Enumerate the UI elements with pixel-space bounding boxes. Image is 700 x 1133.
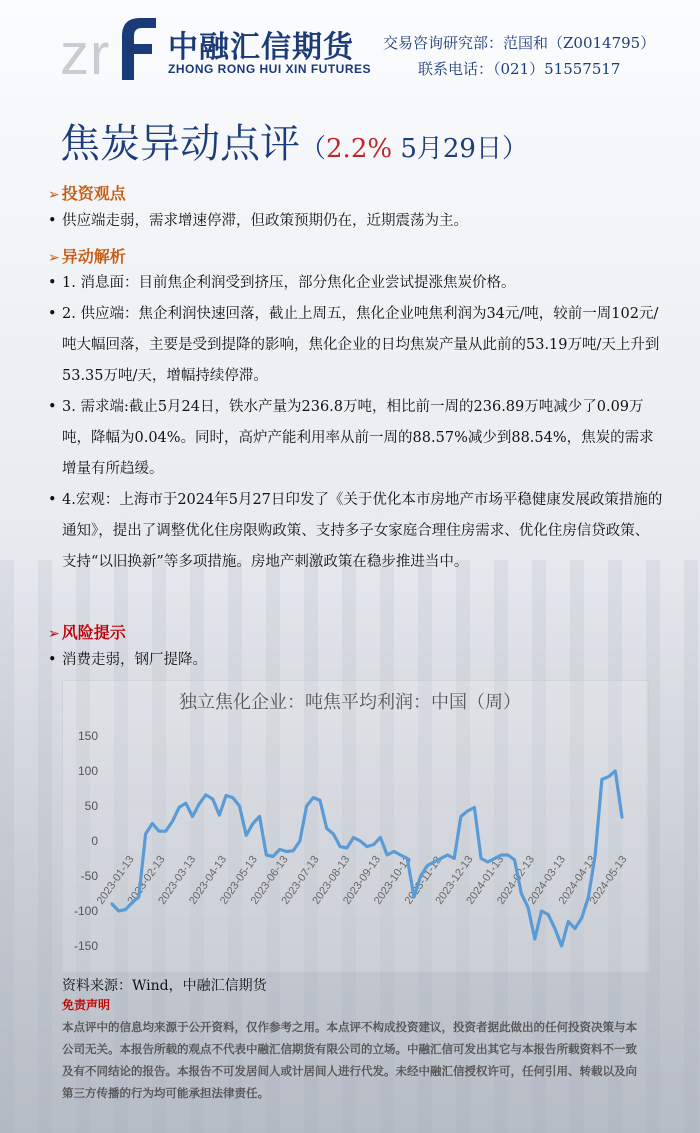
chart-frame (62, 680, 649, 972)
x-tick-label: 2023-09-13 (341, 853, 384, 907)
logo-chinese-name: 中融汇信期货 (168, 30, 354, 65)
x-tick-label: 2023-04-13 (187, 853, 230, 907)
arrow-icon: ➢ (48, 187, 60, 203)
x-tick-label: 2023-02-13 (125, 853, 168, 907)
bullet-icon: • (48, 213, 57, 229)
page-title (60, 112, 528, 167)
list-item: • 3. 需求端:截止5月24日，铁水产量为236.8万吨，相比前一周的236.89万吨减少了0.09万吨，降幅为0.04%。同时，高炉产能利用率从前一周的88.57%减少到88.54%，焦炭的需求增量有所趋缓。 (48, 392, 663, 485)
list-item: • 供应端走弱，需求增速停滞，但政策预期仍在，近期震荡为主。 (48, 206, 663, 237)
y-tick-label: 0 (91, 834, 98, 848)
x-tick-label: 2023-03-13 (156, 853, 199, 907)
x-tick-label: 2023-10-13 (371, 853, 414, 907)
x-tick-label: 2023-07-13 (279, 853, 322, 907)
y-tick-label: -50 (80, 869, 98, 883)
y-tick-label: -150 (73, 939, 98, 953)
company-logo (60, 14, 158, 80)
bullet-icon: • (48, 652, 57, 668)
title-bracket: （ (300, 134, 327, 164)
y-tick-label: -100 (73, 904, 98, 918)
x-tick-label: 2024-03-13 (525, 853, 568, 907)
chart-title: 独立焦化企业：吨焦平均利润：中国（周） (179, 692, 521, 713)
disclaimer-text: 本点评中的信息均来源于公开资料，仅作参考之用。本点评不构成投资建议，投资者据此做出的任何投资决策与本公司无关。本报告所载的观点不代表中融汇信期货有限公司的立场。中融汇信可发出其它与本报告所载资料不一致及有不同结论的报告。本报告不可发居间人或计居间人进行代发。未经中融汇信授权许可，任何引用、转载以及向第三方传播的行为均可能承担法律责任。 (62, 1020, 637, 1100)
analysis-list (48, 268, 663, 578)
disclaimer-heading: 免责声明 (62, 998, 111, 1012)
contact-phone: 联系电话：（021）51557517 (418, 60, 621, 78)
logo-english-name: ZHONG RONG HUI XIN FUTURES (168, 62, 372, 76)
x-tick-label: 2023-08-13 (310, 853, 353, 907)
header (0, 0, 700, 100)
svg-text:z: z (60, 22, 89, 80)
x-tick-label: 2023-12-13 (433, 853, 476, 907)
y-tick-label: 150 (77, 729, 98, 743)
arrow-icon: ➢ (48, 626, 60, 642)
x-tick-label: 2024-05-13 (587, 853, 630, 907)
x-tick-label: 2024-02-13 (495, 853, 538, 907)
x-tick-label: 2023-11-13 (402, 854, 445, 907)
bullet-icon: • (48, 306, 57, 322)
bullet-icon: • (48, 399, 57, 415)
title-date: 5月29日） (392, 134, 528, 164)
list-item: • 2. 供应端：焦企利润快速回落，截止上周五，焦化企业吨焦利润为34元/吨，较前一周102元/吨大幅回落，主要是受到提降的影响，焦化企业的日均焦炭产量从此前的53.19万吨/天上升到53.35万吨/天，增幅持续停滞。 (48, 299, 663, 392)
view-list (48, 206, 663, 237)
svg-text:r: r (90, 22, 110, 80)
x-tick-label: 2023-06-13 (248, 853, 291, 907)
y-tick-label: 50 (84, 799, 98, 813)
bullet-icon: • (48, 492, 57, 508)
title-percent-change: 2.2% (326, 134, 393, 164)
y-tick-label: 100 (77, 764, 98, 778)
arrow-icon: ➢ (48, 250, 60, 266)
x-tick-label: 2023-01-13 (94, 853, 137, 907)
title-main: 焦炭异动点评 (60, 121, 300, 167)
x-tick-label: 2023-05-13 (217, 853, 260, 907)
list-item: • 4.宏观：上海市于2024年5月27日印发了《关于优化本市房地产市场平稳健康发展政策措施的通知》，提出了调整优化住房限购政策、支持多子女家庭合理住房需求、优化住房信贷政策、支持“以旧换新”等多项措施。房地产刺激政策在稳步推进当中。 (48, 485, 663, 578)
bullet-icon: • (48, 275, 57, 291)
section-heading-analysis: ➢ 异动解析 (48, 247, 126, 266)
data-source: 资料来源：Wind，中融汇信期货 (62, 978, 267, 994)
section-heading-view: ➢ 投资观点 (48, 184, 126, 203)
risk-list (48, 645, 663, 676)
x-tick-label: 2024-04-13 (556, 853, 599, 907)
list-item: • 1. 消息面：目前焦企利润受到挤压，部分焦化企业尝试提涨焦炭价格。 (48, 268, 663, 299)
x-tick-label: 2024-01-13 (464, 853, 507, 907)
contact-department: 交易咨询研究部：范国和（Z0014795） (383, 34, 656, 52)
list-item: • 消费走弱，钢厂提降。 (48, 645, 663, 676)
section-heading-risk: ➢ 风险提示 (48, 623, 126, 642)
